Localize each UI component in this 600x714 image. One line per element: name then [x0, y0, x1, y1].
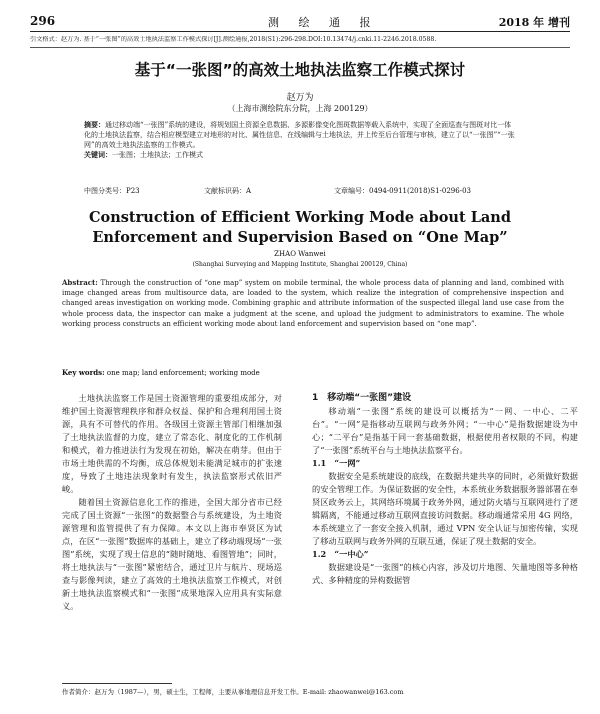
intro-paragraph-2: 随着国土资源信息化工作的推进，全国大部分省市已经完成了国土资源“一张图”的数据整合与系统建设，为土地资源管理和监管提供了有力保障。本文以上海市奉贤区为试点，在区“一张图”数据库的基础上，建立了移动端现场“一张图”系统，实现了现土信息的“随时随地、看图管地”；同时，将土地执法与“一张图”紧密结合，通过卫片与航片、现场巡查与影像判读，建立了高效的土地执法监察工作模式，对创新土地执法监察模式和“一张图”成果地深入应用具有实际意义。 — [62, 497, 282, 611]
clc-number: 中图分类号：P23 — [84, 187, 140, 195]
abstract-chinese — [84, 120, 516, 160]
author-footnote: 作者简介：赵万为（1987—），男，硕士生，工程师，主要从事地理信息开发工作。E-mail: zhaowanwei@163.com — [62, 688, 404, 696]
body-right-column — [312, 392, 578, 587]
keywords-label-en: Key words: — [62, 368, 105, 377]
subsection-1-2-heading: 1.2 “一中心” — [312, 549, 369, 559]
section-1-heading: 1 移动端“一张图”建设 — [312, 393, 412, 403]
author-chinese: 赵万为 — [286, 93, 314, 103]
subsection-1-2-text: 数据建设是“一张图”的核心内容，涉及切片地图、矢量地图等多种格式、多种精度的异构数据管 — [312, 562, 578, 585]
page-number: 296 — [30, 14, 56, 28]
affiliation-english: (Shanghai Surveying and Mapping Institute, Shanghai 200129, China) — [192, 261, 408, 268]
intro-paragraph-1: 土地执法监察工作是国土资源管理的重要组成部分，对维护国土资源管理秩序和群众权益、保护和合理利用国土资源，具有不可替代的作用。各级国土资源主管部门相继加强了土地执法监督的力度，建立了常态化、制度化的工作机制和模式，着力推进法行为发现在初始，解决在萌芽。但由于市场土地供需的不均衡，成总体规划未能满足城市的扩张速度，导致了土地违法现象时有发生，执法监察形式依旧严峻。 — [62, 393, 282, 494]
affiliation-chinese: （上海市测绘院东分院，上海 200129） — [227, 104, 373, 113]
journal-name: 测 绘 通 报 — [268, 16, 379, 29]
body-left-column — [62, 392, 282, 613]
citation-rule — [30, 47, 570, 48]
keywords-english — [62, 368, 564, 377]
document-code: 文献标识码：A — [204, 187, 252, 195]
abstract-text-en: Through the construction of “one map” system on mobile terminal, the whole process data of planning and land, combined with image changed areas from multisource data, are loaded to the system, which realize the integration of comprehensive inspection and changed areas investigation on working mode. Combining graphic and attribute information of the suspected illegal land use case from the whole process data, the inspector can make a judgment at the scene, and upload the judgment to administrators to examine. The whole working process constructs an efficient working mode about land enforcement and supervision based on “one map”. — [62, 279, 564, 328]
abstract-text-cn: 通过移动端“一张图”系统的建设，将规划国土资源全息数据、多源影像变化图斑数据等载入系统中，实现了全面巡查与图斑对比一体化的土地执法监察，结合相应模型建立对地形的对比、属性信息、在线编辑与土地执法，并上传至后台管理与审核，建立了以“一张图”“一张网”的高效土地执法监察的工作模式。 — [84, 121, 515, 149]
subsection-1-1-heading: 1.1 “一网” — [312, 458, 361, 468]
citation-line: 引文格式：赵万为. 基于“一张图”的高效土地执法监察工作模式探讨[J].测绘通报,2018(S1):296-298.DOI:10.13474/j.cnki.11-2246.2018.0588. — [30, 36, 437, 43]
title-chinese: 基于“一张图”的高效土地执法监察工作模式探讨 — [134, 61, 466, 79]
section-1-intro: 移动端“一张图”系统的建设可以概括为“一网、一中心、二平台”。“一网”是指移动互联网与政务外网；“一中心”是指数据建设为中心；“二平台”是指基于同一套基础数据，根据使用者权限的不同，构建了“一张图”系统平台与土地执法监察平台。 — [312, 406, 578, 455]
abstract-english — [62, 278, 564, 329]
classification-row — [84, 186, 540, 196]
year-issue: 2018 年 增刊 — [498, 16, 570, 29]
article-number: 文章编号：0494-0911(2018)S1-0296-03 — [334, 187, 471, 195]
abstract-label-cn: 摘要： — [84, 120, 105, 129]
header-rule — [30, 31, 570, 32]
keywords-text-cn: 一张图；土地执法；工作模式 — [112, 151, 203, 159]
keywords-label-cn: 关键词： — [84, 150, 112, 159]
subsection-1-1-text: 数据安全是系统建设的底线，在数据共建共享的同时，必须做好数据的安全管理工作。为保证数据的安全性，本系统业务数据服务器部署在奉贤区政务云上，其网络环境属于政务外网，通过防火墙与互联网进行了逻辑隔离，不能通过移动互联网直接访问数据。移动端通常采用 4G 网络，本系统建立了一套安全接入机制，通过 VPN 安全认证与加密传输，实现了移动互联网与政务外网的互联互通，保证了现土数据的安全。 — [312, 471, 578, 546]
title-english: Construction of Efficient Working Mode about Land Enforcement and Supervision Based on “One Map” — [89, 209, 511, 246]
footnote-rule — [62, 683, 172, 684]
author-english: ZHAO Wanwei — [274, 250, 326, 258]
keywords-text-en: one map; land enforcement; working mode — [104, 369, 260, 377]
abstract-label-en: Abstract: — [62, 278, 98, 287]
